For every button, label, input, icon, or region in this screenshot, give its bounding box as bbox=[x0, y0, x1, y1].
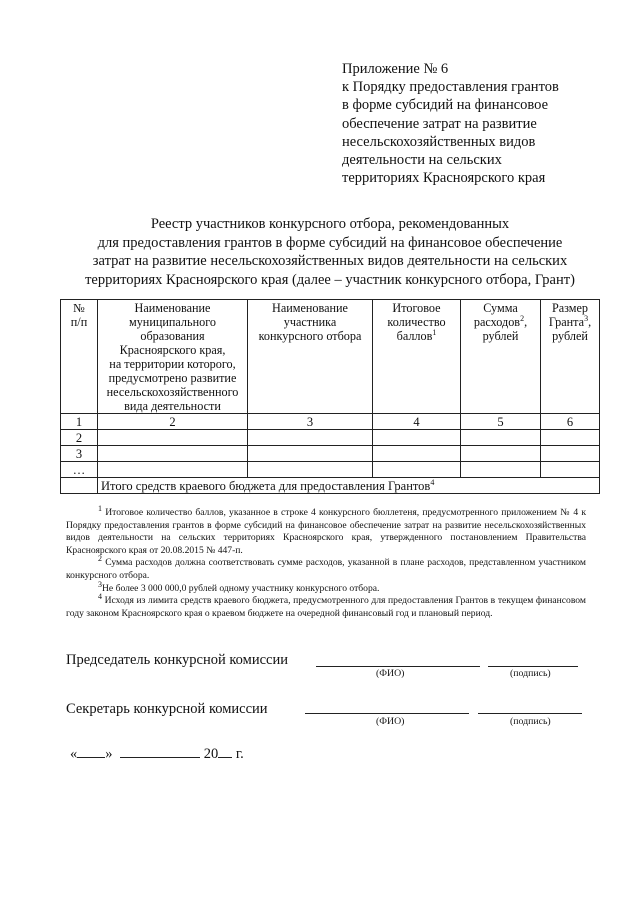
table-cell bbox=[541, 430, 600, 446]
registry-table bbox=[60, 299, 600, 494]
footnote: $^2$ Сумма расходов должна соответствовать сумме расходов, указанной в плане расходов, представленном участником конкурсного отбора. bbox=[66, 554, 586, 581]
table-cell bbox=[98, 430, 248, 446]
table-cell: 2 bbox=[61, 430, 98, 446]
appendix-line: деятельности на сельских bbox=[342, 152, 502, 169]
chair-fio-line[interactable] bbox=[316, 666, 480, 667]
table-cell: 6 bbox=[541, 414, 600, 430]
table-cell bbox=[98, 462, 248, 478]
footnote: $^1$ Итоговое количество баллов, указанное в строке 4 конкурсного бюллетеня, предусмотренного приложением № 4 к Порядку предоставления грантов в форме субсидий на финансовое обеспечение затрат на развитие несельскохозяйственных видов деятельности на сельских территориях Красноярского края, утвержденного постановлением Правительства Красноярского края от 20.08.2015 № 447-п. bbox=[66, 503, 586, 556]
sign-caption: (подпись) bbox=[510, 668, 551, 679]
table-row bbox=[61, 446, 600, 462]
appendix-line: территориях Красноярского края bbox=[342, 170, 546, 187]
chair-signature-label: Председатель конкурсной комиссии bbox=[66, 652, 288, 668]
day-blank[interactable] bbox=[77, 745, 105, 758]
appendix-line: Приложение № 6 bbox=[342, 61, 449, 77]
table-cell bbox=[461, 462, 541, 478]
secretary-fio-line[interactable] bbox=[305, 713, 469, 714]
table-cell bbox=[461, 430, 541, 446]
table-cell bbox=[461, 446, 541, 462]
footnotes bbox=[66, 503, 586, 620]
table-row bbox=[61, 430, 600, 446]
appendix-line: к Порядку предоставления грантов bbox=[342, 79, 559, 96]
table-row bbox=[61, 462, 600, 478]
year-blank[interactable] bbox=[218, 745, 232, 758]
table-cell bbox=[248, 430, 373, 446]
appendix-heading bbox=[342, 60, 622, 187]
date-field: « » 20 г. bbox=[70, 746, 244, 762]
fio-caption: (ФИО) bbox=[376, 716, 405, 727]
header-expenses: Сумма расходов$^2$, рублей bbox=[461, 300, 541, 414]
title-line: для предоставления грантов в форме субсидий на финансовое обеспечение bbox=[97, 234, 563, 251]
appendix-line: обеспечение затрат на развитие bbox=[342, 115, 537, 132]
table-cell bbox=[541, 446, 600, 462]
table-cell bbox=[98, 446, 248, 462]
title-line: территориях Красноярского края (далее – участник конкурсного отбора, Грант) bbox=[85, 271, 575, 288]
table-cell: 3 bbox=[248, 414, 373, 430]
secretary-signature-label: Секретарь конкурсной комиссии bbox=[66, 701, 268, 717]
title-line: затрат на развитие несельскохозяйственных видов деятельности на сельских bbox=[92, 253, 568, 269]
table-cell: 2 bbox=[98, 414, 248, 430]
chair-sign-line[interactable] bbox=[488, 666, 578, 667]
table-cell: … bbox=[61, 462, 98, 478]
table-cell: 1 bbox=[61, 414, 98, 430]
table-cell bbox=[373, 430, 461, 446]
header-municipality: Наименование муниципального образования Красноярского края, на территории которого, предусмотрено развитие несельскохозяйственного вида деятельности bbox=[98, 300, 248, 414]
table-cell bbox=[248, 462, 373, 478]
total-row bbox=[61, 478, 600, 494]
document-title bbox=[40, 215, 620, 289]
header-participant: Наименование участника конкурсного отбора bbox=[248, 300, 373, 414]
table-cell bbox=[61, 478, 98, 494]
table-cell bbox=[373, 446, 461, 462]
table-header-row bbox=[61, 300, 600, 414]
footnote: $^3$Не более 3 000 000,0 рублей одному участнику конкурсного отбора. bbox=[98, 579, 380, 594]
fio-caption: (ФИО) bbox=[376, 668, 405, 679]
table-cell: 4 bbox=[373, 414, 461, 430]
appendix-line: несельскохозяйственных видов bbox=[342, 133, 536, 150]
total-label: Итого средств краевого бюджета для предоставления Грантов$^4$ bbox=[98, 478, 600, 494]
title-line: Реестр участников конкурсного отбора, рекомендованных bbox=[150, 216, 510, 232]
table-cell: 3 bbox=[61, 446, 98, 462]
column-number-row bbox=[61, 414, 600, 430]
secretary-sign-line[interactable] bbox=[478, 713, 582, 714]
sign-caption: (подпись) bbox=[510, 716, 551, 727]
table-cell: 5 bbox=[461, 414, 541, 430]
appendix-line: в форме субсидий на финансовое bbox=[342, 97, 549, 114]
header-score: Итоговое количество баллов$^1$ bbox=[373, 300, 461, 414]
footnote: $^4$ Исходя из лимита средств краевого бюджета, предусмотренного для предоставления Грантов в текущем финансовом году законом Красноярского края о краевом бюджете на очередной финансовый год и плановый период. bbox=[66, 591, 586, 619]
table-cell bbox=[248, 446, 373, 462]
month-blank[interactable] bbox=[120, 745, 200, 758]
header-grant-size: Размер Гранта$^3$, рублей bbox=[541, 300, 600, 414]
header-number: № п/п bbox=[61, 300, 98, 414]
table-cell bbox=[373, 462, 461, 478]
table-cell bbox=[541, 462, 600, 478]
